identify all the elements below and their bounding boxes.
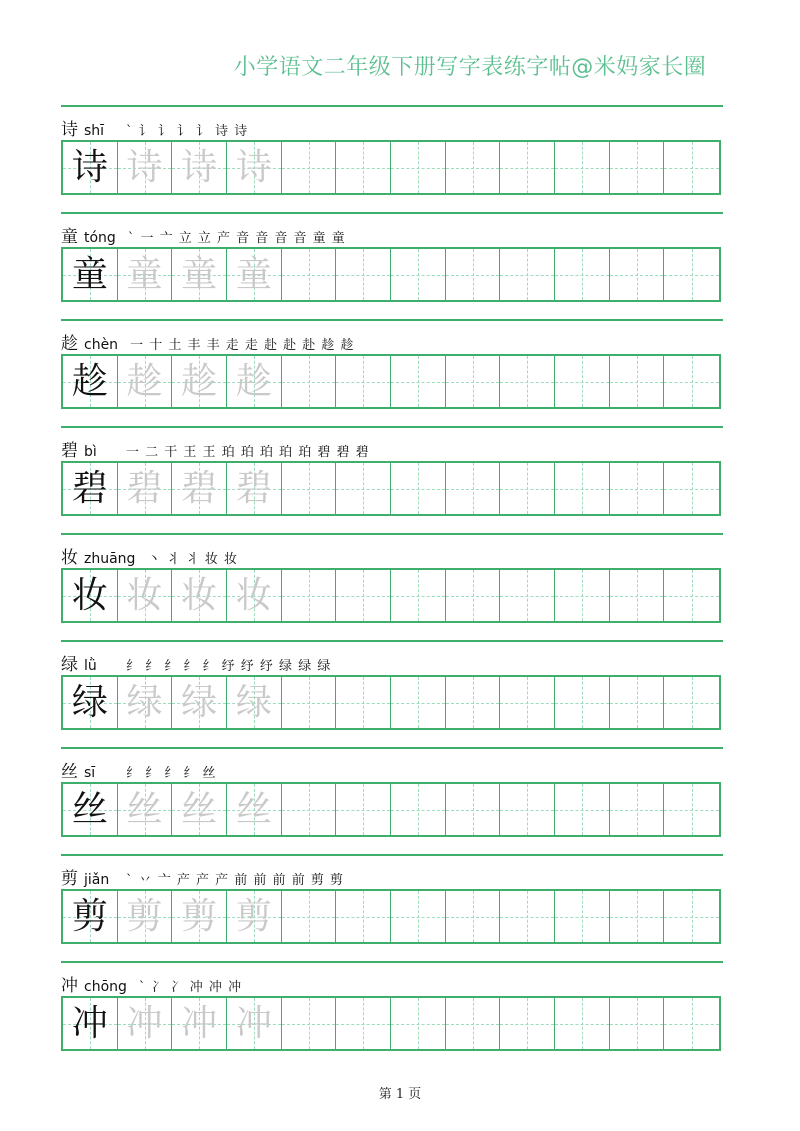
pinyin: zhuāng	[84, 551, 136, 567]
trace-character: 童	[126, 253, 163, 295]
trace-character: 碧	[235, 467, 272, 509]
trace-character: 剪	[181, 895, 218, 937]
blank-practice-cell	[336, 784, 391, 835]
pinyin: bì	[84, 444, 97, 460]
trace-character-cell	[172, 998, 227, 1049]
character-label: 丝	[61, 762, 78, 782]
trace-character: 绿	[181, 681, 218, 723]
blank-practice-cell	[282, 570, 337, 621]
blank-practice-cell	[500, 249, 555, 300]
writing-grid	[61, 140, 721, 195]
stroke-order: 纟 纟 纟 纟 丝	[126, 766, 217, 781]
blank-practice-cell	[610, 356, 665, 407]
writing-grid	[61, 568, 721, 623]
blank-practice-cell	[555, 570, 610, 621]
blank-practice-cell	[336, 463, 391, 514]
model-character: 趁	[71, 360, 108, 402]
model-character-cell	[63, 249, 118, 300]
pinyin: chōng	[84, 979, 127, 995]
blank-practice-cell	[336, 677, 391, 728]
blank-practice-cell	[610, 570, 665, 621]
character-block	[61, 854, 723, 961]
blank-practice-cell	[555, 891, 610, 942]
section-divider	[61, 212, 723, 214]
character-label: 碧	[61, 441, 78, 461]
section-divider	[61, 319, 723, 321]
trace-character-cell	[172, 463, 227, 514]
trace-character: 诗	[126, 146, 163, 188]
blank-practice-cell	[336, 998, 391, 1049]
blank-practice-cell	[664, 249, 719, 300]
character-info	[61, 115, 248, 141]
stroke-order: ` 冫 冫 冲 冲 冲	[138, 980, 243, 995]
trace-character: 丝	[181, 788, 218, 830]
model-character: 诗	[71, 146, 108, 188]
writing-grid	[61, 354, 721, 409]
blank-practice-cell	[282, 784, 337, 835]
trace-character: 剪	[235, 895, 272, 937]
model-character-cell	[63, 677, 118, 728]
blank-practice-cell	[391, 891, 446, 942]
blank-practice-cell	[610, 677, 665, 728]
blank-practice-cell	[610, 784, 665, 835]
page-title: 小学语文二年级下册写字表练字帖@米妈家长圈	[233, 55, 707, 80]
pinyin: shī	[84, 123, 105, 139]
trace-character: 趁	[235, 360, 272, 402]
blank-practice-cell	[664, 570, 719, 621]
blank-practice-cell	[664, 356, 719, 407]
trace-character-cell	[227, 998, 282, 1049]
stroke-order: 一 二 干 王 王 珀 珀 珀 珀 珀 碧 碧 碧	[126, 445, 370, 460]
model-character: 绿	[71, 681, 108, 723]
section-divider	[61, 105, 723, 107]
trace-character-cell	[118, 998, 173, 1049]
trace-character-cell	[227, 249, 282, 300]
trace-character: 丝	[126, 788, 163, 830]
character-block	[61, 212, 723, 319]
blank-practice-cell	[664, 142, 719, 193]
stroke-order: ` 丷 亠 产 产 产 前 前 前 前 剪 剪	[126, 873, 344, 888]
model-character: 剪	[71, 895, 108, 937]
trace-character-cell	[227, 784, 282, 835]
trace-character-cell	[172, 356, 227, 407]
trace-character: 冲	[126, 1002, 163, 1044]
trace-character: 剪	[126, 895, 163, 937]
trace-character: 趁	[181, 360, 218, 402]
character-info	[61, 971, 242, 997]
trace-character-cell	[172, 142, 227, 193]
trace-character-cell	[118, 891, 173, 942]
stroke-order: 纟 纟 纟 纟 纟 纾 纾 纾 绿 绿 绿	[126, 659, 332, 674]
model-character: 冲	[71, 1002, 108, 1044]
blank-practice-cell	[555, 998, 610, 1049]
blank-practice-cell	[391, 463, 446, 514]
character-label: 剪	[61, 869, 78, 889]
trace-character: 冲	[181, 1002, 218, 1044]
model-character: 童	[71, 253, 108, 295]
stroke-order: 丶 丬 丬 妆 妆	[147, 552, 238, 567]
character-label: 童	[61, 227, 78, 247]
pinyin: lǜ	[84, 658, 97, 674]
writing-grid	[61, 889, 721, 944]
trace-character: 丝	[235, 788, 272, 830]
blank-practice-cell	[500, 784, 555, 835]
section-divider	[61, 854, 723, 856]
trace-character: 碧	[181, 467, 218, 509]
blank-practice-cell	[391, 677, 446, 728]
blank-practice-cell	[282, 998, 337, 1049]
blank-practice-cell	[500, 356, 555, 407]
character-label: 诗	[61, 120, 78, 140]
character-info	[61, 222, 346, 248]
writing-grid	[61, 461, 721, 516]
character-label: 冲	[61, 976, 78, 996]
trace-character-cell	[172, 891, 227, 942]
stroke-order: ` 一 亠 立 立 产 音 音 音 音 童 童	[127, 231, 346, 246]
blank-practice-cell	[610, 142, 665, 193]
model-character-cell	[63, 356, 118, 407]
model-character-cell	[63, 998, 118, 1049]
trace-character-cell	[118, 249, 173, 300]
blank-practice-cell	[391, 249, 446, 300]
blank-practice-cell	[555, 356, 610, 407]
section-divider	[61, 426, 723, 428]
blank-practice-cell	[282, 356, 337, 407]
character-block	[61, 319, 723, 426]
blank-practice-cell	[555, 677, 610, 728]
character-block	[61, 533, 723, 640]
trace-character-cell	[118, 677, 173, 728]
trace-character-cell	[227, 570, 282, 621]
blank-practice-cell	[446, 891, 501, 942]
blank-practice-cell	[446, 356, 501, 407]
section-divider	[61, 961, 723, 963]
model-character-cell	[63, 891, 118, 942]
stroke-order: ` 讠 讠 讠 讠 诗 诗	[126, 124, 249, 139]
model-character: 丝	[71, 788, 108, 830]
pinyin: sī	[84, 765, 96, 781]
trace-character: 绿	[126, 681, 163, 723]
trace-character: 碧	[126, 467, 163, 509]
character-block	[61, 640, 723, 747]
blank-practice-cell	[500, 677, 555, 728]
trace-character-cell	[227, 356, 282, 407]
character-info	[61, 436, 370, 462]
trace-character: 妆	[235, 574, 272, 616]
blank-practice-cell	[555, 784, 610, 835]
trace-character-cell	[118, 463, 173, 514]
pinyin: jiǎn	[84, 872, 110, 888]
trace-character-cell	[118, 356, 173, 407]
trace-character-cell	[172, 784, 227, 835]
trace-character: 诗	[181, 146, 218, 188]
blank-practice-cell	[664, 998, 719, 1049]
trace-character-cell	[118, 142, 173, 193]
character-block	[61, 105, 723, 212]
blank-practice-cell	[500, 998, 555, 1049]
blank-practice-cell	[555, 249, 610, 300]
blank-practice-cell	[391, 356, 446, 407]
blank-practice-cell	[391, 784, 446, 835]
section-divider	[61, 533, 723, 535]
model-character-cell	[63, 784, 118, 835]
writing-grid	[61, 247, 721, 302]
writing-grid	[61, 675, 721, 730]
blank-practice-cell	[610, 249, 665, 300]
writing-grid	[61, 782, 721, 837]
trace-character-cell	[172, 249, 227, 300]
blank-practice-cell	[446, 998, 501, 1049]
model-character-cell	[63, 142, 118, 193]
trace-character: 童	[235, 253, 272, 295]
blank-practice-cell	[555, 142, 610, 193]
blank-practice-cell	[500, 570, 555, 621]
character-block	[61, 426, 723, 533]
blank-practice-cell	[500, 463, 555, 514]
blank-practice-cell	[446, 463, 501, 514]
blank-practice-cell	[664, 784, 719, 835]
character-info	[61, 864, 344, 890]
blank-practice-cell	[610, 463, 665, 514]
blank-practice-cell	[555, 463, 610, 514]
trace-character: 冲	[235, 1002, 272, 1044]
blank-practice-cell	[336, 891, 391, 942]
blank-practice-cell	[446, 784, 501, 835]
blank-practice-cell	[282, 249, 337, 300]
blank-practice-cell	[446, 249, 501, 300]
character-label: 绿	[61, 655, 78, 675]
trace-character-cell	[172, 570, 227, 621]
character-info	[61, 757, 217, 783]
trace-character-cell	[227, 463, 282, 514]
blank-practice-cell	[282, 677, 337, 728]
pinyin: tóng	[84, 230, 116, 246]
blank-practice-cell	[610, 998, 665, 1049]
trace-character: 诗	[235, 146, 272, 188]
character-block	[61, 961, 723, 1068]
blank-practice-cell	[391, 570, 446, 621]
character-info	[61, 543, 238, 569]
blank-practice-cell	[336, 249, 391, 300]
blank-practice-cell	[282, 463, 337, 514]
blank-practice-cell	[610, 891, 665, 942]
model-character: 碧	[71, 467, 108, 509]
stroke-order: 一 十 土 丰 丰 走 走 赴 赴 赴 趁 趁	[130, 338, 355, 353]
blank-practice-cell	[336, 570, 391, 621]
blank-practice-cell	[282, 142, 337, 193]
model-character-cell	[63, 463, 118, 514]
trace-character-cell	[118, 784, 173, 835]
trace-character: 绿	[235, 681, 272, 723]
blank-practice-cell	[336, 356, 391, 407]
blank-practice-cell	[664, 677, 719, 728]
blank-practice-cell	[500, 142, 555, 193]
section-divider	[61, 640, 723, 642]
trace-character-cell	[227, 891, 282, 942]
blank-practice-cell	[446, 142, 501, 193]
model-character-cell	[63, 570, 118, 621]
trace-character-cell	[172, 677, 227, 728]
blank-practice-cell	[282, 891, 337, 942]
trace-character: 童	[181, 253, 218, 295]
trace-character-cell	[227, 142, 282, 193]
practice-sheet	[61, 105, 723, 1068]
character-label: 趁	[61, 334, 78, 354]
blank-practice-cell	[446, 570, 501, 621]
section-divider	[61, 747, 723, 749]
character-block	[61, 747, 723, 854]
blank-practice-cell	[500, 891, 555, 942]
blank-practice-cell	[446, 677, 501, 728]
blank-practice-cell	[336, 142, 391, 193]
model-character: 妆	[71, 574, 108, 616]
trace-character-cell	[118, 570, 173, 621]
blank-practice-cell	[391, 142, 446, 193]
character-info	[61, 650, 331, 676]
character-info	[61, 329, 355, 355]
pinyin: chèn	[84, 337, 119, 353]
trace-character: 妆	[126, 574, 163, 616]
blank-practice-cell	[664, 891, 719, 942]
trace-character-cell	[227, 677, 282, 728]
trace-character: 妆	[181, 574, 218, 616]
page-number: 第 1 页	[378, 1087, 422, 1102]
trace-character: 趁	[126, 360, 163, 402]
blank-practice-cell	[664, 463, 719, 514]
blank-practice-cell	[391, 998, 446, 1049]
character-label: 妆	[61, 548, 78, 568]
writing-grid	[61, 996, 721, 1051]
